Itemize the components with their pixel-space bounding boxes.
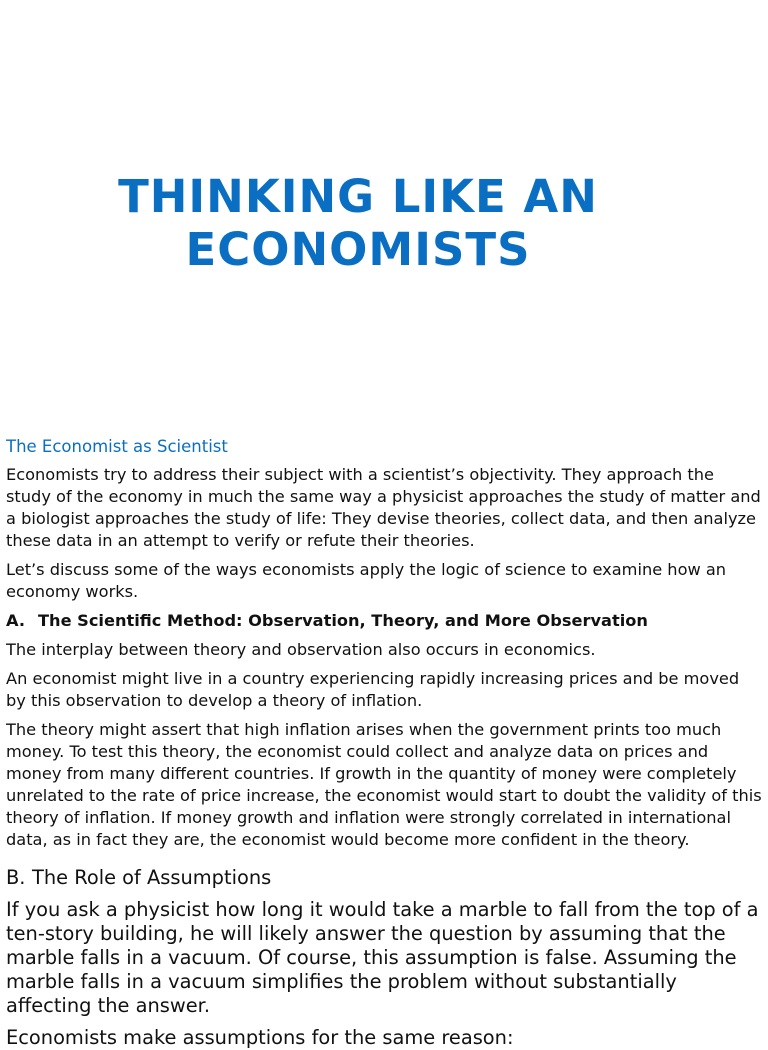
paragraph: The interplay between theory and observation also occurs in economics. (6, 640, 596, 659)
subsection-heading-a (6, 610, 762, 632)
section-economist-as-scientist (6, 436, 762, 863)
page-title (0, 170, 716, 276)
section-role-of-assumptions (6, 866, 762, 1049)
paragraph: The theory might assert that high inflation arises when the government prints too much money. To test this theory, the economist could collect and analyze data on prices and money from many different countries. If growth in the quantity of money were completely unrelated to the rate of price increase, the economist would start to doubt the validity of this theory of inflation. If money growth and inflation were strongly correlated in international data, as in fact they are, the economist would become more confident in the theory. (6, 720, 762, 849)
section-heading: The Economist as Scientist (6, 437, 228, 456)
subsection-title: The Scientific Method: Observation, Theory, and More Observation (38, 611, 648, 630)
page-title-line-1: THINKING LIKE AN (118, 170, 598, 223)
paragraph: Economists make assumptions for the same reason: (6, 1026, 514, 1049)
subsection-letter: A. (6, 611, 25, 630)
paragraph: If you ask a physicist how long it would take a marble to fall from the top of a ten-story building, he will likely answer the question by assuming that the marble falls in a vacuum. Of course, this assumption is false. Assuming the marble falls in a vacuum simplifies the problem without substantially affecting the answer. (6, 898, 759, 1017)
subsection-title: The Role of Assumptions (32, 866, 272, 889)
subsection-heading-b (6, 866, 762, 890)
paragraph: Economists try to address their subject with a scientist’s objectivity. They approach the study of the economy in much the same way a physicist approaches the study of matter and a biologist approaches the study of life: They devise theories, collect data, and then analyze these data in an attempt to verify or refute their theories. (6, 465, 761, 550)
subsection-letter: B. (6, 866, 26, 889)
page-title-line-2: ECONOMISTS (185, 223, 531, 276)
paragraph: An economist might live in a country experiencing rapidly increasing prices and be moved by this observation to develop a theory of inflation. (6, 669, 740, 710)
paragraph: Let’s discuss some of the ways economists apply the logic of science to examine how an economy works. (6, 560, 727, 601)
